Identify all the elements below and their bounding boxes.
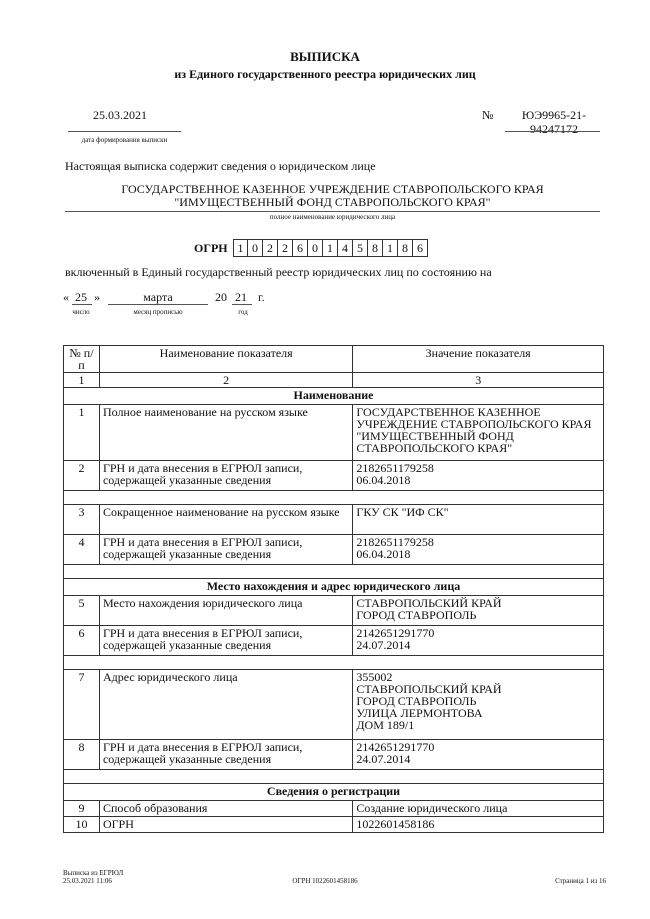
table-row (64, 801, 604, 817)
as-of-year: 21 (235, 290, 247, 304)
spacer-cell (64, 491, 604, 505)
year-caption: год (238, 308, 248, 316)
open-quote: « (63, 290, 69, 304)
extract-number-line2: 94247172 (530, 122, 578, 136)
row-indicator: ГРН и дата внесения в ЕГРЮЛ записи, содержащей указанные сведения (99, 626, 352, 656)
row-indicator: ГРН и дата внесения в ЕГРЮЛ записи, содержащей указанные сведения (99, 535, 352, 565)
ogrn-digit: 1 (233, 239, 248, 257)
date-underline (68, 131, 181, 132)
section-registration-heading: Сведения о регистрации (64, 784, 604, 801)
ogrn-digit: 8 (398, 239, 413, 257)
section-name-heading: Наименование (64, 388, 604, 405)
row-indicator: Способ образования (99, 801, 352, 817)
footer-page-number: Страница 1 из 16 (555, 877, 606, 885)
footer-left (63, 869, 123, 885)
value-line: 2182651179258 (356, 535, 434, 549)
row-number: 2 (64, 461, 100, 491)
row-value: ГОСУДАРСТВЕННОЕ КАЗЕННОЕ УЧРЕЖДЕНИЕ СТАВРОПОЛЬСКОГО КРАЯ "ИМУЩЕСТВЕННЫЙ ФОНД СТАВРОПОЛЬСКОГО КРАЯ" (353, 405, 604, 461)
row-value (353, 626, 604, 656)
ogrn-digit: 0 (308, 239, 323, 257)
row-number: 9 (64, 801, 100, 817)
document-title: ВЫПИСКА (290, 49, 360, 64)
row-indicator: ГРН и дата внесения в ЕГРЮЛ записи, содержащей указанные сведения (99, 740, 352, 770)
section-row (64, 388, 604, 405)
spacer-cell (64, 565, 604, 579)
table-row (64, 461, 604, 491)
col-number: 1 (64, 373, 100, 388)
row-value: ГКУ СК "ИФ СК" (353, 505, 604, 535)
table-row (64, 505, 604, 535)
as-of-day: 25 (75, 290, 87, 304)
org-name-line2: "ИМУЩЕСТВЕННЫЙ ФОНД СТАВРОПОЛЬСКОГО КРАЯ" (174, 195, 491, 209)
value-line: 06.04.2018 (356, 473, 411, 487)
row-number: 7 (64, 670, 100, 740)
date-caption: дата формирования выписки (81, 136, 168, 144)
spacer-cell (64, 770, 604, 784)
ogrn-digit: 2 (278, 239, 293, 257)
value-line: 355002 (356, 670, 393, 684)
close-quote: » (94, 290, 100, 304)
month-underline (108, 304, 208, 305)
row-indicator: Адрес юридического лица (99, 670, 352, 740)
value-line: 2182651179258 (356, 461, 434, 475)
row-value: Создание юридического лица (353, 801, 604, 817)
day-caption: число (72, 308, 90, 316)
row-number: 8 (64, 740, 100, 770)
table-row (64, 405, 604, 461)
day-underline (72, 304, 92, 305)
section-address-heading: Место нахождения и адрес юридического лица (64, 579, 604, 596)
section-row (64, 784, 604, 801)
header-num: № п/п (64, 346, 100, 373)
as-of-month: марта (143, 290, 173, 304)
value-line: ДОМ 189/1 (356, 718, 415, 732)
extract-table (63, 345, 604, 833)
ogrn-digit: 1 (323, 239, 338, 257)
value-line: 2142651291770 (356, 740, 435, 754)
extract-number-line1: ЮЭ9965-21- (521, 108, 587, 122)
number-sign: № (482, 108, 494, 122)
ogrn-digit: 5 (353, 239, 368, 257)
row-value: 1022601458186 (353, 817, 604, 833)
row-number: 10 (64, 817, 100, 833)
row-value (353, 670, 604, 740)
year-prefix: 20 (215, 290, 227, 304)
document-subtitle: из Единого государственного реестра юридических лиц (174, 67, 476, 81)
table-row (64, 670, 604, 740)
value-line: ГОРОД СТАВРОПОЛЬ (356, 608, 477, 622)
row-value (353, 740, 604, 770)
table-row (64, 626, 604, 656)
footer-ogrn: ОГРН 1022601458186 (292, 877, 358, 885)
row-number: 1 (64, 405, 100, 461)
table-row (64, 535, 604, 565)
table-row (64, 740, 604, 770)
ogrn-digit: 6 (293, 239, 308, 257)
spacer-row (64, 770, 604, 784)
header-value: Значение показателя (353, 346, 604, 373)
header-indicator: Наименование показателя (99, 346, 352, 373)
value-line: 2142651291770 (356, 626, 435, 640)
ogrn-digit: 0 (248, 239, 263, 257)
footer-timestamp: 25.03.2021 11:06 (63, 877, 112, 885)
org-caption: полное наименование юридического лица (269, 213, 396, 221)
ogrn-label: ОГРН (194, 241, 228, 255)
col-number: 2 (99, 373, 352, 388)
section-row (64, 579, 604, 596)
org-underline (65, 211, 600, 212)
table-row (64, 596, 604, 626)
row-number: 3 (64, 505, 100, 535)
value-line: УЛИЦА ЛЕРМОНТОВА (356, 706, 483, 720)
ogrn-digit: 2 (263, 239, 278, 257)
intro-text: Настоящая выписка содержит сведения о юридическом лице (65, 159, 376, 173)
row-indicator: Сокращенное наименование на русском языке (99, 505, 352, 535)
table-header-row (64, 346, 604, 373)
value-line: СТАВРОПОЛЬСКИЙ КРАЙ (356, 682, 502, 696)
year-underline (232, 304, 252, 305)
row-value (353, 596, 604, 626)
footer-source: Выписка из ЕГРЮЛ (63, 869, 124, 877)
row-number: 4 (64, 535, 100, 565)
spacer-row (64, 565, 604, 579)
row-value (353, 461, 604, 491)
value-line: 24.07.2014 (356, 752, 411, 766)
table-row (64, 817, 604, 833)
row-number: 5 (64, 596, 100, 626)
row-value (353, 535, 604, 565)
column-number-row (64, 373, 604, 388)
row-indicator: Полное наименование на русском языке (99, 405, 352, 461)
spacer-cell (64, 656, 604, 670)
included-text: включенный в Единый государственный реестр юридических лиц по состоянию на (65, 265, 492, 279)
ogrn-digit: 6 (413, 239, 428, 257)
year-unit: г. (258, 290, 265, 304)
number-underline (505, 131, 600, 132)
col-number: 3 (353, 373, 604, 388)
spacer-row (64, 491, 604, 505)
ogrn-digit: 8 (368, 239, 383, 257)
organization-full-name (65, 183, 600, 209)
value-line: 24.07.2014 (356, 638, 411, 652)
row-indicator: ОГРН (99, 817, 352, 833)
ogrn-digit-boxes (233, 239, 428, 257)
value-line: ГОРОД СТАВРОПОЛЬ (356, 694, 477, 708)
row-number: 6 (64, 626, 100, 656)
ogrn-digit: 4 (338, 239, 353, 257)
ogrn-digit: 1 (383, 239, 398, 257)
value-line: 06.04.2018 (356, 547, 411, 561)
month-caption: месяц прописью (133, 308, 183, 316)
extract-date: 25.03.2021 (93, 108, 147, 122)
row-indicator: Место нахождения юридического лица (99, 596, 352, 626)
value-line: СТАВРОПОЛЬСКИЙ КРАЙ (356, 596, 502, 610)
row-indicator: ГРН и дата внесения в ЕГРЮЛ записи, содержащей указанные сведения (99, 461, 352, 491)
org-name-line1: ГОСУДАРСТВЕННОЕ КАЗЕННОЕ УЧРЕЖДЕНИЕ СТАВРОПОЛЬСКОГО КРАЯ (121, 182, 544, 196)
spacer-row (64, 656, 604, 670)
